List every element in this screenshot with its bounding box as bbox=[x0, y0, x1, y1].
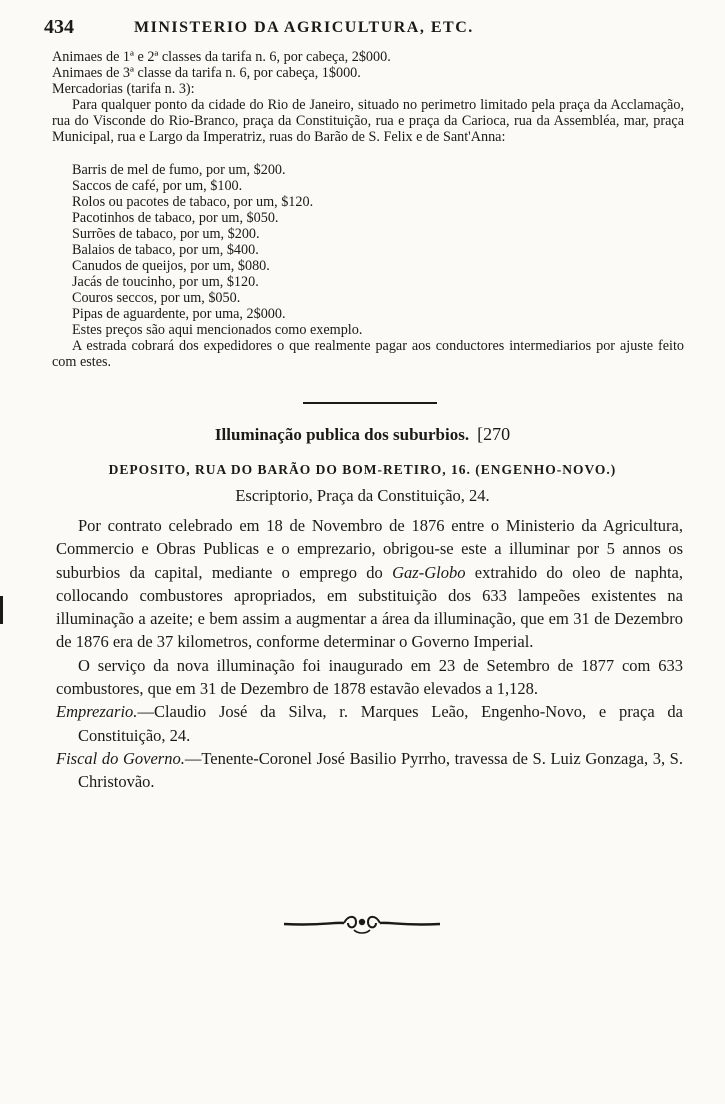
fiscal-entry bbox=[56, 747, 683, 794]
contract-text-end: extrahido do oleo de naphta, collocando combustores apropriados, em substituição dos 633 lampeões existentes na illuminação a azeite; e bem assim a augmentar a área da illuminação, que em 31 de Dezembro de 1876 era de 37 kilometros, conforme determinar o Governo Imperial. bbox=[56, 562, 683, 652]
tariff-line-animals-3: Animaes de 3ª classe da tarifa n. 6, por cabeça, 1$000. bbox=[52, 65, 361, 81]
note-intermediaries: A estrada cobrará dos expedidores o que realmente pagar aos conductores intermediarios por ajuste feito com estes. bbox=[52, 338, 684, 371]
merchandise-heading: Mercadorias (tarifa n. 3): bbox=[52, 81, 195, 97]
page-header bbox=[44, 16, 684, 42]
tariff-item: Jacás de toucinho, por um, $120. bbox=[72, 274, 259, 290]
tariff-item: Surrões de tabaco, por um, $200. bbox=[72, 226, 260, 242]
section-number: [270 bbox=[477, 424, 511, 444]
scan-edge-mark bbox=[0, 596, 3, 624]
tariff-item: Saccos de café, por um, $100. bbox=[72, 178, 243, 194]
tariff-item: Pacotinhos de tabaco, por um, $050. bbox=[72, 210, 279, 226]
emprezario-details: —Claudio José da Silva, r. Marques Leão, Engenho-Novo, e praça da Constituição, 24. bbox=[78, 702, 683, 745]
running-title: MINISTERIO DA AGRICULTURA, ETC. bbox=[134, 19, 474, 36]
tariff-item: Couros seccos, por um, $050. bbox=[72, 290, 241, 306]
tariff-item: Barris de mel de fumo, por um, $200. bbox=[72, 162, 286, 178]
section-divider bbox=[303, 402, 437, 404]
emprezario-entry bbox=[56, 700, 683, 747]
ornament-divider-icon bbox=[282, 910, 442, 938]
inauguration-paragraph: O serviço da nova illuminação foi inaugurado em 23 de Setembro de 1877 com 633 combustores, que em 31 de Dezembro de 1878 estavão elevados a 1,128. bbox=[56, 655, 683, 699]
tariff-item: Balaios de tabaco, por um, $400. bbox=[72, 242, 259, 258]
section-heading bbox=[0, 424, 725, 445]
tariff-item: Canudos de queijos, por um, $080. bbox=[72, 258, 270, 274]
section-title: Illuminação publica dos suburbios. bbox=[214, 425, 470, 444]
section-body bbox=[56, 514, 683, 794]
contract-paragraph bbox=[56, 514, 683, 654]
deposito-address: DEPOSITO, RUA DO BARÃO DO BOM-RETIRO, 16. (ENGENHO-NOVO.) bbox=[108, 462, 617, 477]
gaz-globo-term: Gaz-Globo bbox=[392, 562, 466, 582]
city-perimeter-paragraph: Para qualquer ponto da cidade do Rio de Janeiro, situado no perimetro limitado pela praça da Acclamação, rua do Visconde do Rio-Branco, praça da Constituição, rua e praça da Carioca, rua da Assembléa, mar, praça Municipal, rua e Largo da Imperatriz, ruas do Barão de S. Felix e de Sant'Anna: bbox=[52, 97, 684, 146]
fiscal-label: Fiscal do Governo. bbox=[56, 748, 185, 768]
escritorio-address: Escriptorio, Praça da Constituição, 24. bbox=[235, 486, 490, 505]
note-example: Estes preços são aqui mencionados como exemplo. bbox=[72, 322, 363, 338]
page-number: 434 bbox=[44, 16, 74, 38]
contract-text-start: Por contrato celebrado em 18 de Novembro de 1876 entre o Ministerio da Agricultura, Commercio e Obras Publicas e o emprezario, obrigou-se este a illuminar por 5 annos os suburbios da capital, mediante o emprego do bbox=[56, 516, 683, 582]
tariff-item: Pipas de aguardente, por uma, 2$000. bbox=[72, 306, 286, 322]
fiscal-details: —Tenente-Coronel José Basilio Pyrrho, travessa de S. Luiz Gonzaga, 3, S. Christovão. bbox=[78, 748, 683, 792]
tariff-item: Rolos ou pacotes de tabaco, por um, $120. bbox=[72, 194, 314, 210]
tariff-line-animals-1-2: Animaes de 1ª e 2ª classes da tarifa n. 6, por cabeça, 2$000. bbox=[52, 49, 391, 65]
emprezario-label: Emprezario. bbox=[56, 702, 138, 722]
